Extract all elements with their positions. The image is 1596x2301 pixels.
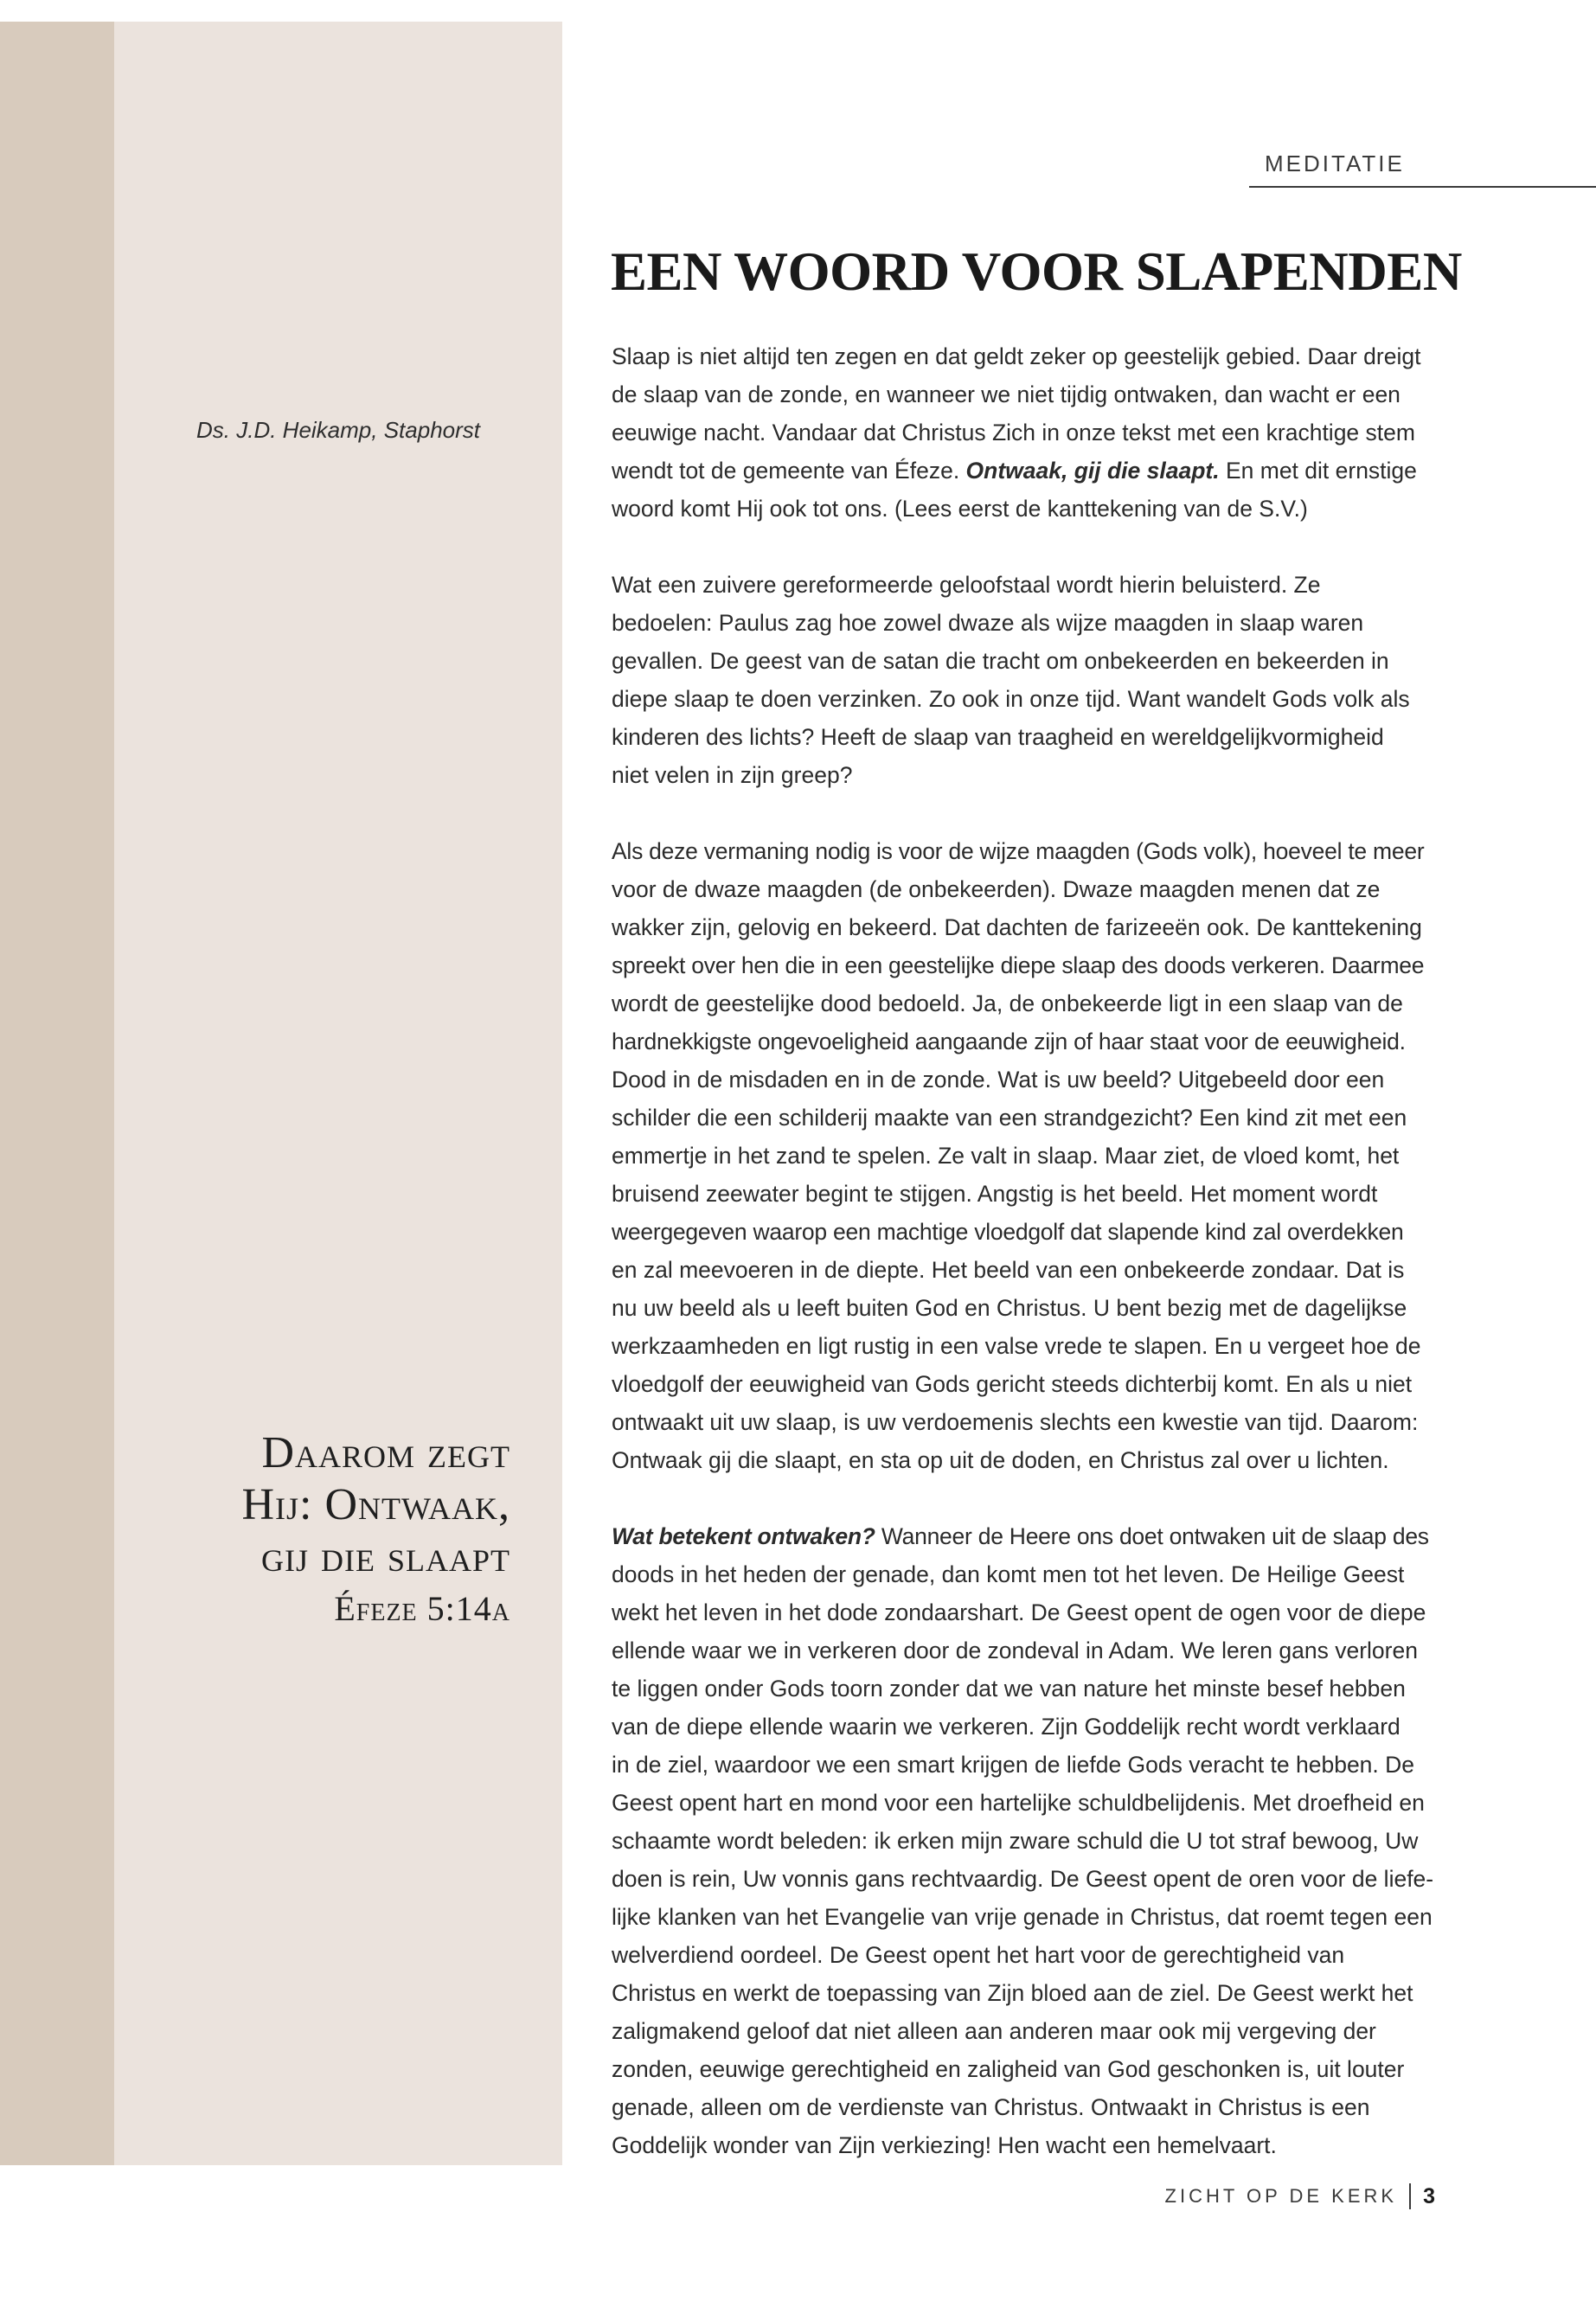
pull-quote-line: gij die slaapt xyxy=(261,1532,510,1581)
text-line: te liggen onder Gods toorn zonder dat we van nature het minste besef hebben xyxy=(612,1676,1406,1702)
text-line: emmertje in het zand te spelen. Ze valt in slaap. Maar ziet, de vloed komt, het xyxy=(612,1143,1400,1169)
text-line: Dood in de misdaden en in de zonde. Wat is uw beeld? Uitgebeeld door een xyxy=(612,1067,1385,1093)
text-line: de slaap van de zonde, en wanneer we niet tijdig ontwaken, dan wacht er een xyxy=(612,381,1401,407)
pull-quote-line: Daarom zegt xyxy=(261,1428,510,1477)
article-body xyxy=(612,337,1485,2164)
page-footer xyxy=(1165,2183,1435,2209)
text-line: doen is rein, Uw vonnis gans rechtvaardig. De Geest opent de oren voor de liefe- xyxy=(612,1866,1434,1892)
text-line: Wat een zuivere gereformeerde geloofstaal wordt hierin beluisterd. Ze xyxy=(612,572,1321,598)
emphasized-quote: Ontwaak, gij die slaapt. xyxy=(965,458,1220,484)
text-line: ellende waar we in verkeren door de zondeval in Adam. We leren gans verloren xyxy=(612,1638,1418,1663)
text-line: diepe slaap te doen verzinken. Zo ook in onze tijd. Want wandelt Gods volk als xyxy=(612,686,1410,712)
text-line: niet velen in zijn greep? xyxy=(612,762,853,788)
left-margin-band-light xyxy=(114,22,562,2165)
pull-quote-reference: Éfeze 5:14a xyxy=(334,1589,510,1628)
text-run: wendt tot de gemeente van Éfeze. xyxy=(612,458,966,484)
paragraph-4 xyxy=(612,1517,1485,2164)
text-line: kinderen des lichts? Heeft de slaap van traagheid en wereldgelijkvormigheid xyxy=(612,724,1384,750)
text-line: wekt het leven in het dode zondaarshart. De Geest opent de ogen voor de diepe xyxy=(612,1599,1426,1625)
section-label: MEDITATIE xyxy=(1265,151,1405,176)
text-line: hardnekkigste ongevoeligheid aangaande zijn of haar staat voor de eeuwigheid. xyxy=(612,1029,1406,1054)
text-line: gevallen. De geest van de satan die tracht om onbekeerden en bekeerden in xyxy=(612,648,1389,674)
text-line: Ontwaak gij die slaapt, en sta op uit de doden, en Christus zal over u lichten. xyxy=(612,1447,1389,1473)
section-rule xyxy=(1249,186,1596,188)
publication-name: ZICHT OP DE KERK xyxy=(1164,2185,1398,2207)
text-line: bedoelen: Paulus zag hoe zowel dwaze als wijze maagden in slaap waren xyxy=(612,610,1364,636)
text-run: Wanneer de Heere ons doet ontwaken uit de slaap des xyxy=(875,1523,1429,1549)
article-title: EEN WOORD VOOR SLAPENDEN xyxy=(611,241,1462,302)
text-line: voor de dwaze maagden (de onbekeerden). Dwaze maagden menen dat ze xyxy=(612,876,1381,902)
pull-quote xyxy=(241,1427,510,1631)
text-line xyxy=(612,452,1485,490)
text-line: eeuwige nacht. Vandaar dat Christus Zich in onze tekst met een krachtige stem xyxy=(612,420,1415,445)
author-byline: Ds. J.D. Heikamp, Staphorst xyxy=(196,417,480,443)
paragraph-1 xyxy=(612,337,1485,528)
text-line: vloedgolf der eeuwigheid van Gods gericht steeds dichterbij komt. En als u niet xyxy=(612,1371,1413,1397)
text-line: woord komt Hij ook tot ons. (Lees eerst de kanttekening van de S.V.) xyxy=(612,496,1308,522)
paragraph-3 xyxy=(612,832,1485,1479)
text-line: nu uw beeld als u leeft buiten God en Christus. U bent bezig met de dagelijkse xyxy=(612,1295,1407,1321)
text-line: spreekt over hen die in een geestelijke diepe slaap des doods verkeren. Daarmee xyxy=(612,952,1425,978)
text-line xyxy=(612,1517,1485,1555)
text-line: welverdiend oordeel. De Geest opent het hart voor de gerechtigheid van xyxy=(612,1942,1345,1968)
text-line: lijke klanken van het Evangelie van vrije genade in Christus, dat roemt tegen een xyxy=(612,1904,1433,1930)
text-line: zonden, eeuwige gerechtigheid en zaligheid van God geschonken is, uit louter xyxy=(612,2056,1405,2082)
pull-quote-line: Hij: Ontwaak, xyxy=(241,1480,510,1529)
text-line: zaligmakend geloof dat niet alleen aan anderen maar ook mij vergeving der xyxy=(612,2018,1376,2044)
text-line: en zal meevoeren in de diepte. Het beeld van een onbekeerde zondaar. Dat is xyxy=(612,1257,1405,1283)
text-line: Geest opent hart en mond voor een hartelijke schuldbelijdenis. Met droefheid en xyxy=(612,1790,1425,1816)
text-line: weergegeven waarop een machtige vloedgolf dat slapende kind zal overdekken xyxy=(612,1219,1404,1245)
text-line: werkzaamheden en ligt rustig in een valse vrede te slapen. En u vergeet hoe de xyxy=(612,1333,1421,1359)
text-line: wakker zijn, gelovig en bekeerd. Dat dachten de farizeeën ook. De kanttekening xyxy=(612,914,1422,940)
text-line: Slaap is niet altijd ten zegen en dat geldt zeker op geestelijk gebied. Daar dreigt xyxy=(612,343,1421,369)
text-line: wordt de geestelijke dood bedoeld. Ja, de onbekeerde ligt in een slaap van de xyxy=(612,990,1403,1016)
text-line: schilder die een schilderij maakte van een strandgezicht? Een kind zit met een xyxy=(612,1105,1407,1131)
text-line: doods in het heden der genade, dan komt men tot het leven. De Heilige Geest xyxy=(612,1561,1405,1587)
footer-divider xyxy=(1409,2183,1411,2209)
text-line: Christus en werkt de toepassing van Zijn bloed aan de ziel. De Geest werkt het xyxy=(612,1980,1413,2006)
text-line: bruisend zeewater begint te stijgen. Angstig is het beeld. Het moment wordt xyxy=(612,1181,1378,1207)
emphasized-question: Wat betekent ontwaken? xyxy=(612,1523,875,1549)
left-margin-band-dark xyxy=(0,22,114,2165)
text-line: in de ziel, waardoor we een smart krijgen de liefde Gods veracht te hebben. De xyxy=(612,1752,1415,1778)
text-line: Goddelijk wonder van Zijn verkiezing! Hen wacht een hemelvaart. xyxy=(612,2132,1277,2158)
text-line: ontwaakt uit uw slaap, is uw verdoemenis slechts een kwestie van tijd. Daarom: xyxy=(612,1409,1419,1435)
text-line: van de diepe ellende waarin we verkeren. Zijn Goddelijk recht wordt verklaard xyxy=(612,1714,1401,1740)
text-line: genade, alleen om de verdienste van Christus. Ontwaakt in Christus is een xyxy=(612,2094,1370,2120)
text-run: En met dit ernstige xyxy=(1219,458,1417,484)
text-line: schaamte wordt beleden: ik erken mijn zware schuld die U tot straf bewoog, Uw xyxy=(612,1828,1419,1854)
paragraph-2 xyxy=(612,566,1485,794)
page-number: 3 xyxy=(1423,2183,1435,2208)
text-line: Als deze vermaning nodig is voor de wijze maagden (Gods volk), hoeveel te meer xyxy=(612,838,1425,864)
